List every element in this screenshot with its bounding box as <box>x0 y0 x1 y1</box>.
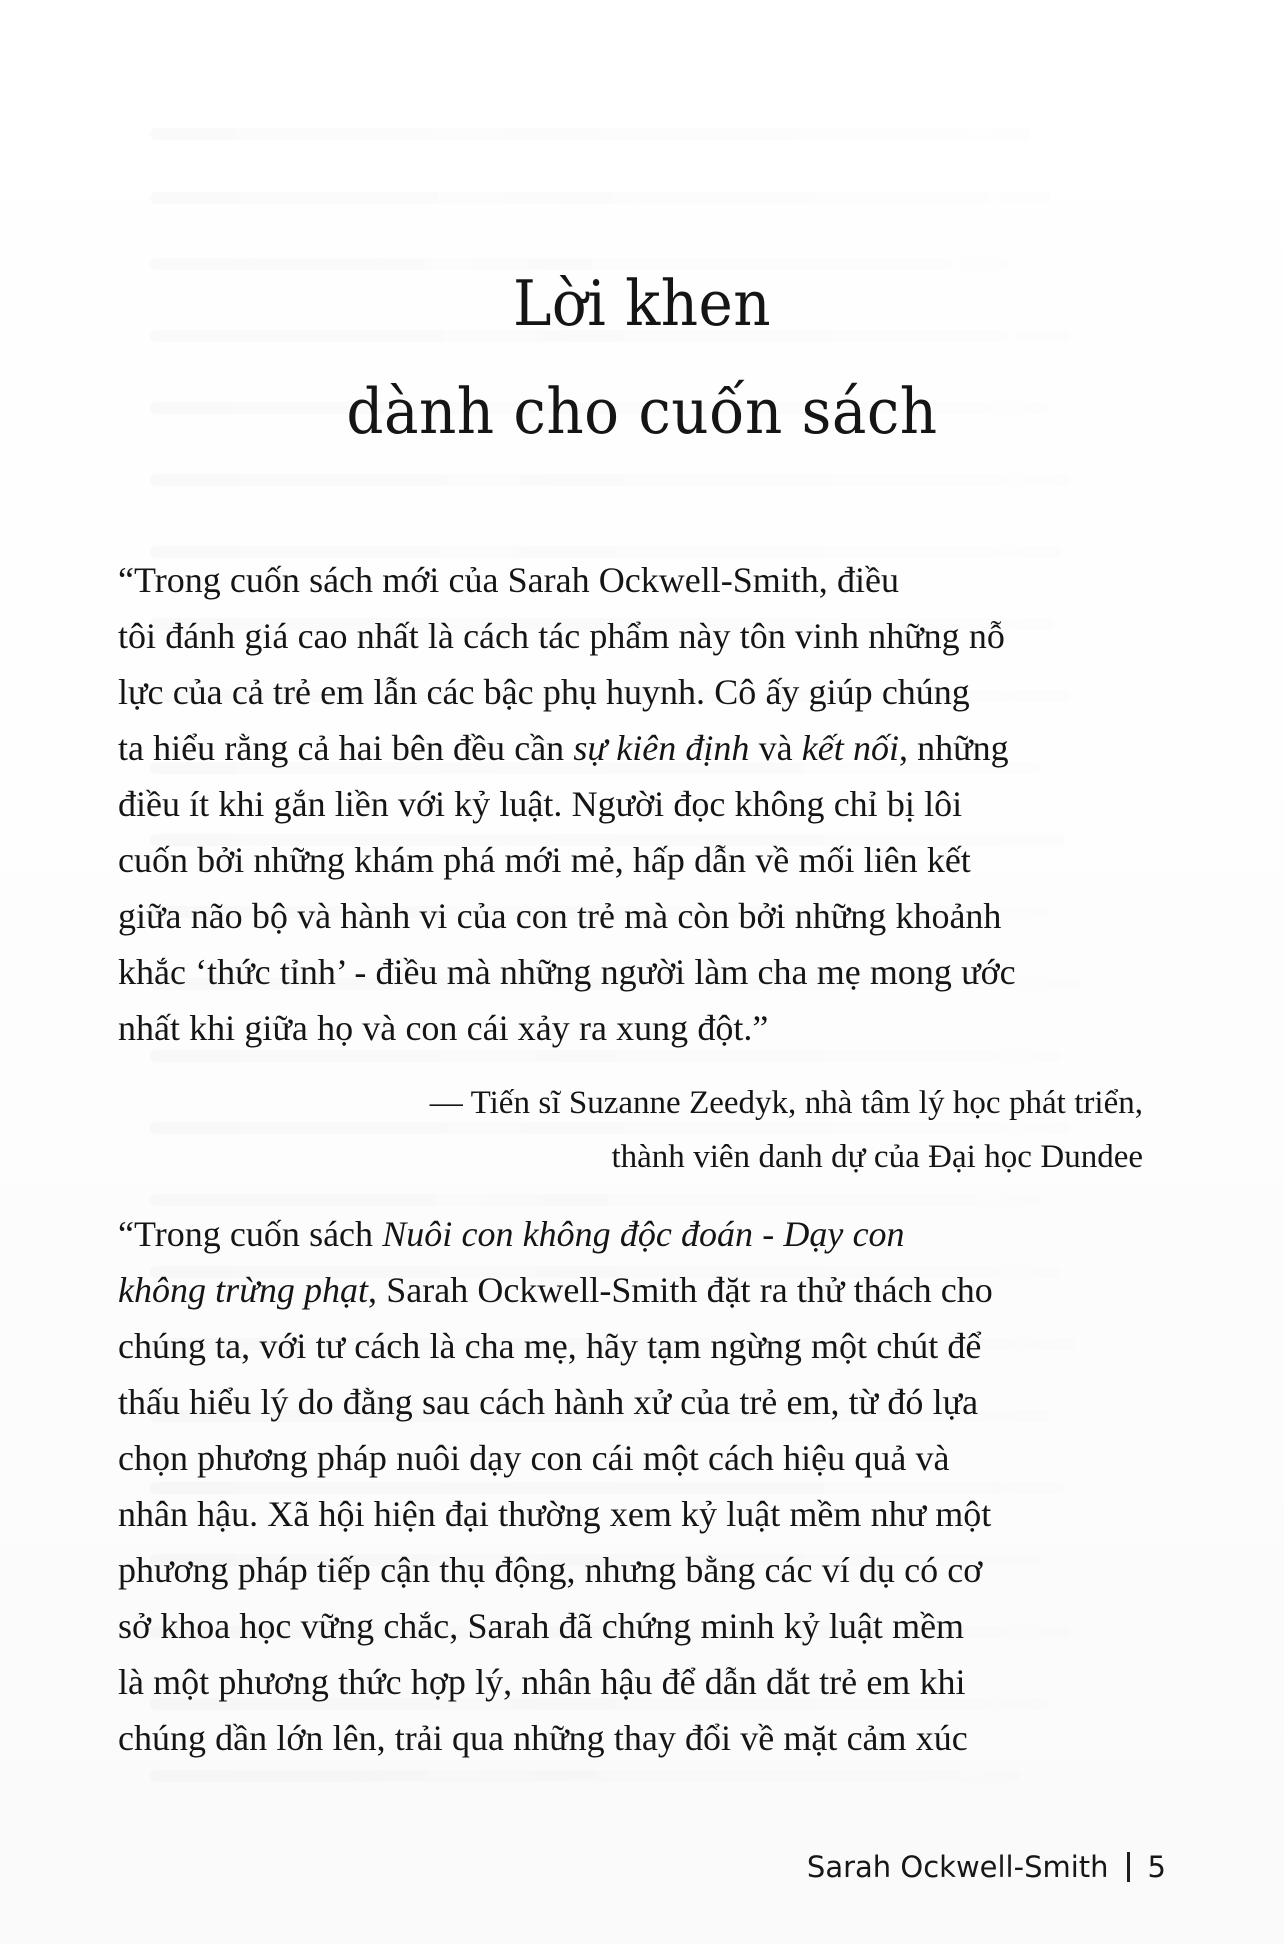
quote-line: lực của cả trẻ em lẫn các bậc phụ huynh. Cô ấy giúp chúng <box>118 672 970 712</box>
book-title-italic: không trừng phạt <box>118 1270 369 1310</box>
page-footer <box>806 1849 1166 1884</box>
quote-line: cuốn bởi những khám phá mới mẻ, hấp dẫn về mối liên kết <box>118 840 971 880</box>
page-title <box>51 250 1232 466</box>
quote-line-part: và <box>749 728 802 768</box>
italic-phrase: sự kiên định <box>573 728 750 768</box>
quote-line-with-italics <box>118 1262 1143 1318</box>
praise-quote-1 <box>118 552 1143 1184</box>
quote-line: tôi đánh giá cao nhất là cách tác phẩm này tôn vinh những nỗ <box>118 616 1005 656</box>
page-title-block <box>0 250 1284 466</box>
page-number: 5 <box>1147 1849 1166 1884</box>
quote-line: nhất khi giữa họ và con cái xảy ra xung đột.” <box>118 1008 769 1048</box>
quote-line: khắc ‘thức tỉnh’ - điều mà những người làm cha mẹ mong ước <box>118 952 1016 992</box>
quote-line: điều ít khi gắn liền với kỷ luật. Người đọc không chỉ bị lôi <box>118 784 963 824</box>
quote-line: chúng ta, với tư cách là cha mẹ, hãy tạm ngừng một chút để <box>118 1326 982 1366</box>
title-line: dành cho cuốn sách <box>346 375 938 448</box>
quote-attribution <box>118 1076 1143 1184</box>
quote-line-with-italics <box>118 720 1143 776</box>
footer-divider <box>1127 1852 1130 1882</box>
quote-line: thấu hiểu lý do đằng sau cách hành xử của trẻ em, từ đó lựa <box>118 1382 979 1422</box>
title-line: Lời khen <box>512 267 772 340</box>
bleed-line <box>150 192 1050 204</box>
praise-quote-2 <box>118 1206 1143 1766</box>
quote-line-part: , Sarah Ockwell-Smith đặt ra thử thách cho <box>368 1270 993 1310</box>
bleed-line <box>150 128 1030 140</box>
quote-line: sở khoa học vững chắc, Sarah đã chứng minh kỷ luật mềm <box>118 1606 965 1646</box>
bleed-line <box>150 474 1070 486</box>
quote-line: nhân hậu. Xã hội hiện đại thường xem kỷ luật mềm như một <box>118 1494 992 1534</box>
quote-line-with-italics <box>118 1206 1143 1262</box>
quote-line: là một phương thức hợp lý, nhân hậu để dẫn dắt trẻ em khi <box>118 1662 966 1702</box>
quote-line-part: , những <box>898 728 1009 768</box>
book-title-italic: Nuôi con không độc đoán - Dạy con <box>382 1214 905 1254</box>
attribution-line: thành viên danh dự của Đại học Dundee <box>611 1139 1143 1175</box>
praise-content <box>118 552 1143 1766</box>
quote-line: “Trong cuốn sách mới của Sarah Ockwell-Smith, điều <box>118 560 899 600</box>
quote-line: chọn phương pháp nuôi dạy con cái một cách hiệu quả và <box>118 1438 950 1478</box>
quote-line: giữa não bộ và hành vi của con trẻ mà còn bởi những khoảnh <box>118 896 1002 936</box>
italic-phrase: kết nối <box>801 728 899 768</box>
quote-line-part: ta hiểu rằng cả hai bên đều cần <box>118 728 574 768</box>
quote-line: chúng dần lớn lên, trải qua những thay đổi về mặt cảm xúc <box>118 1718 968 1758</box>
quote-line: phương pháp tiếp cận thụ động, nhưng bằng các ví dụ có cơ <box>118 1550 983 1590</box>
attribution-line: — Tiến sĩ Suzanne Zeedyk, nhà tâm lý học phát triển, <box>429 1085 1143 1121</box>
quote-line-part: “Trong cuốn sách <box>118 1214 383 1254</box>
running-footer-author: Sarah Ockwell-Smith <box>806 1849 1109 1884</box>
bleed-line <box>150 1770 1020 1782</box>
